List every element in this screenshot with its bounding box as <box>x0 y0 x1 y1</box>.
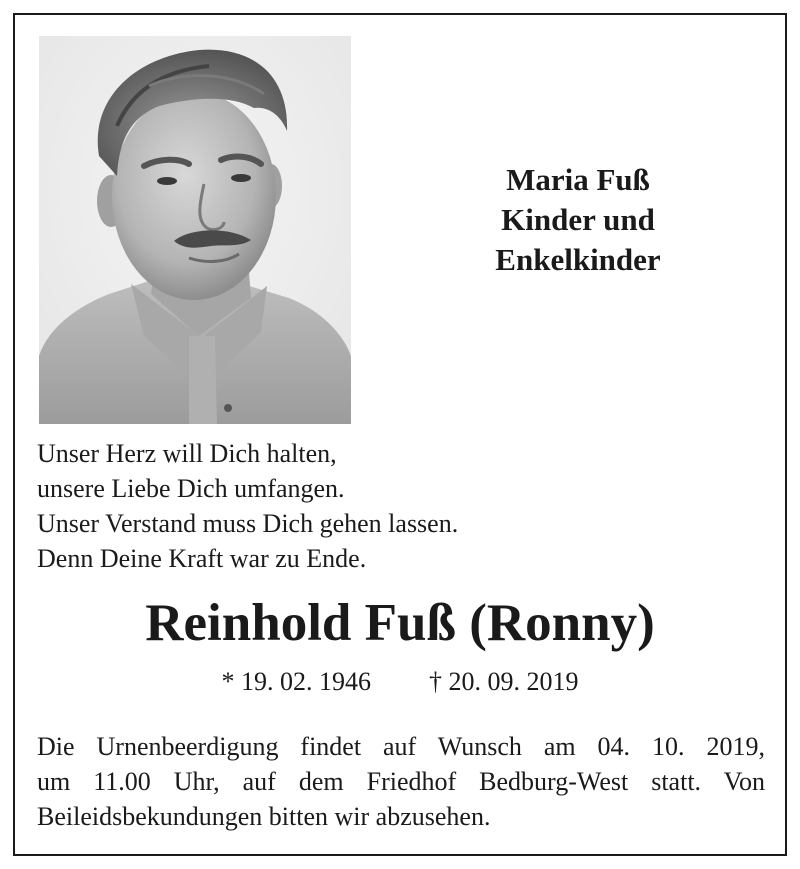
notice-line-1: Die Urnenbeerdigung findet auf Wunsch am 04. 10. 2019, <box>37 732 765 761</box>
notice-line-2: um 11.00 Uhr, auf dem Friedhof Bedburg-West statt. Von <box>37 767 765 796</box>
birth-date: * 19. 02. 1946 <box>221 667 371 696</box>
deceased-name: Reinhold Fuß (Ronny) <box>145 594 655 652</box>
family-line-2: Kinder und <box>501 202 655 237</box>
family-line-3: Enkelkinder <box>495 242 661 277</box>
poem-line-1: Unser Herz will Dich halten, <box>37 439 337 468</box>
memorial-poem <box>37 436 458 576</box>
poem-line-2: unsere Liebe Dich umfangen. <box>37 474 345 503</box>
poem-line-4: Denn Deine Kraft war zu Ende. <box>37 544 367 573</box>
portrait-photo <box>39 36 351 424</box>
poem-line-3: Unser Verstand muss Dich gehen lassen. <box>37 509 459 538</box>
funeral-notice <box>37 729 765 834</box>
death-date: † 20. 09. 2019 <box>429 667 579 696</box>
family-line-1: Maria Fuß <box>506 162 650 197</box>
life-dates <box>0 664 800 700</box>
family-signature <box>430 160 726 280</box>
notice-line-3: Beileidsbekundungen bitten wir abzusehen. <box>37 802 491 831</box>
